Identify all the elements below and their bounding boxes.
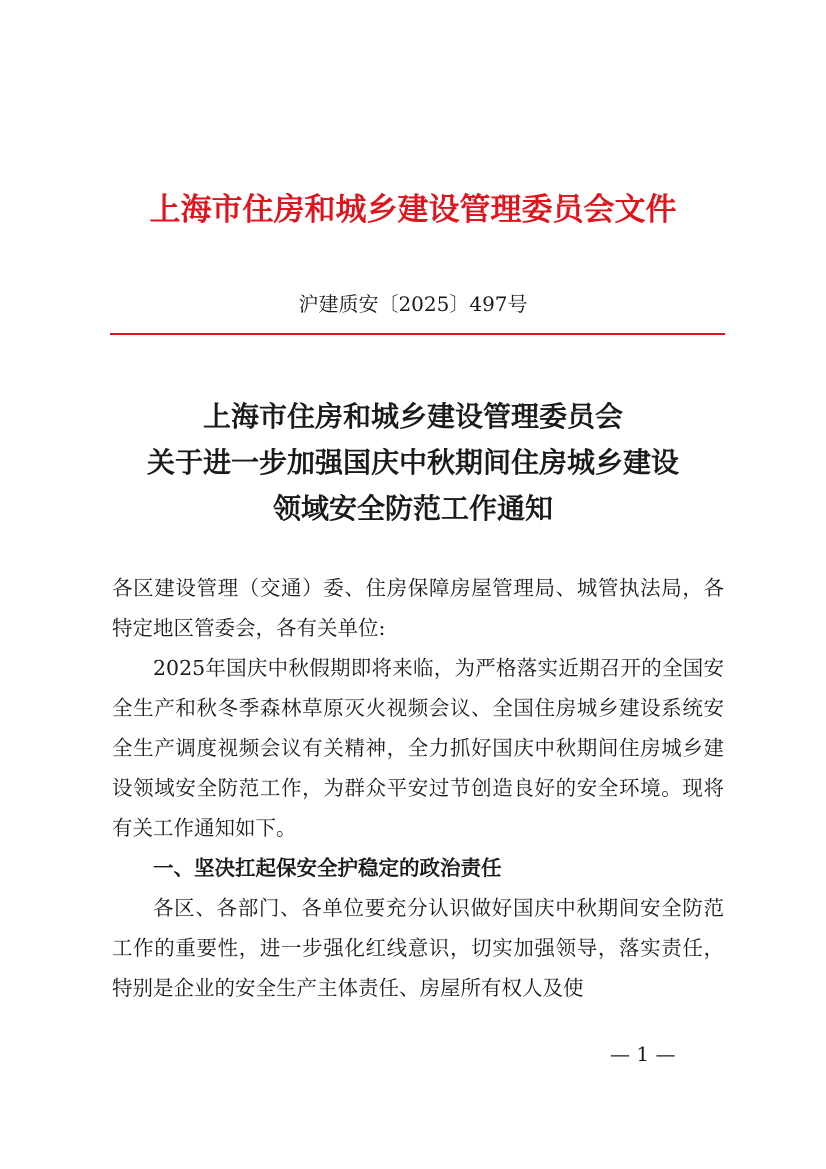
title-line-2: 关于进一步加强国庆中秋期间住房城乡建设 — [146, 446, 679, 479]
title-line-3: 领域安全防范工作通知 — [272, 492, 553, 525]
document-title — [0, 394, 826, 532]
addressee: 各区建设管理（交通）委、住房保障房屋管理局、城管执法局，各特定地区管委会，各有关单位: — [112, 576, 724, 640]
paragraph-section-1: 各区、各部门、各单位要充分认识做好国庆中秋期间安全防范工作的重要性，进一步强化红线意识，切实加强领导，落实责任，特别是企业的安全生产主体责任、房屋所有权人及使 — [112, 896, 724, 1000]
section-heading-1: 一、坚决扛起保安全护稳定的政治责任 — [153, 856, 502, 880]
document-masthead: 上海市住房和城乡建设管理委员会文件 — [149, 192, 677, 228]
document-body — [112, 568, 724, 1008]
page-number: — 1 — — [610, 1042, 676, 1066]
paragraph-intro: 2025年国庆中秋假期即将来临，为严格落实近期召开的全国安全生产和秋冬季森林草原灭火视频会议、全国住房城乡建设系统安全生产调度视频会议有关精神，全力抓好国庆中秋期间住房城乡建设领域安全防范工作，为群众平安过节创造良好的安全环境。现将有关工作通知如下。 — [112, 656, 724, 840]
title-line-1: 上海市住房和城乡建设管理委员会 — [202, 400, 623, 433]
document-number: 沪建质安〔2025〕497号 — [298, 292, 528, 316]
red-separator-line — [110, 333, 725, 335]
